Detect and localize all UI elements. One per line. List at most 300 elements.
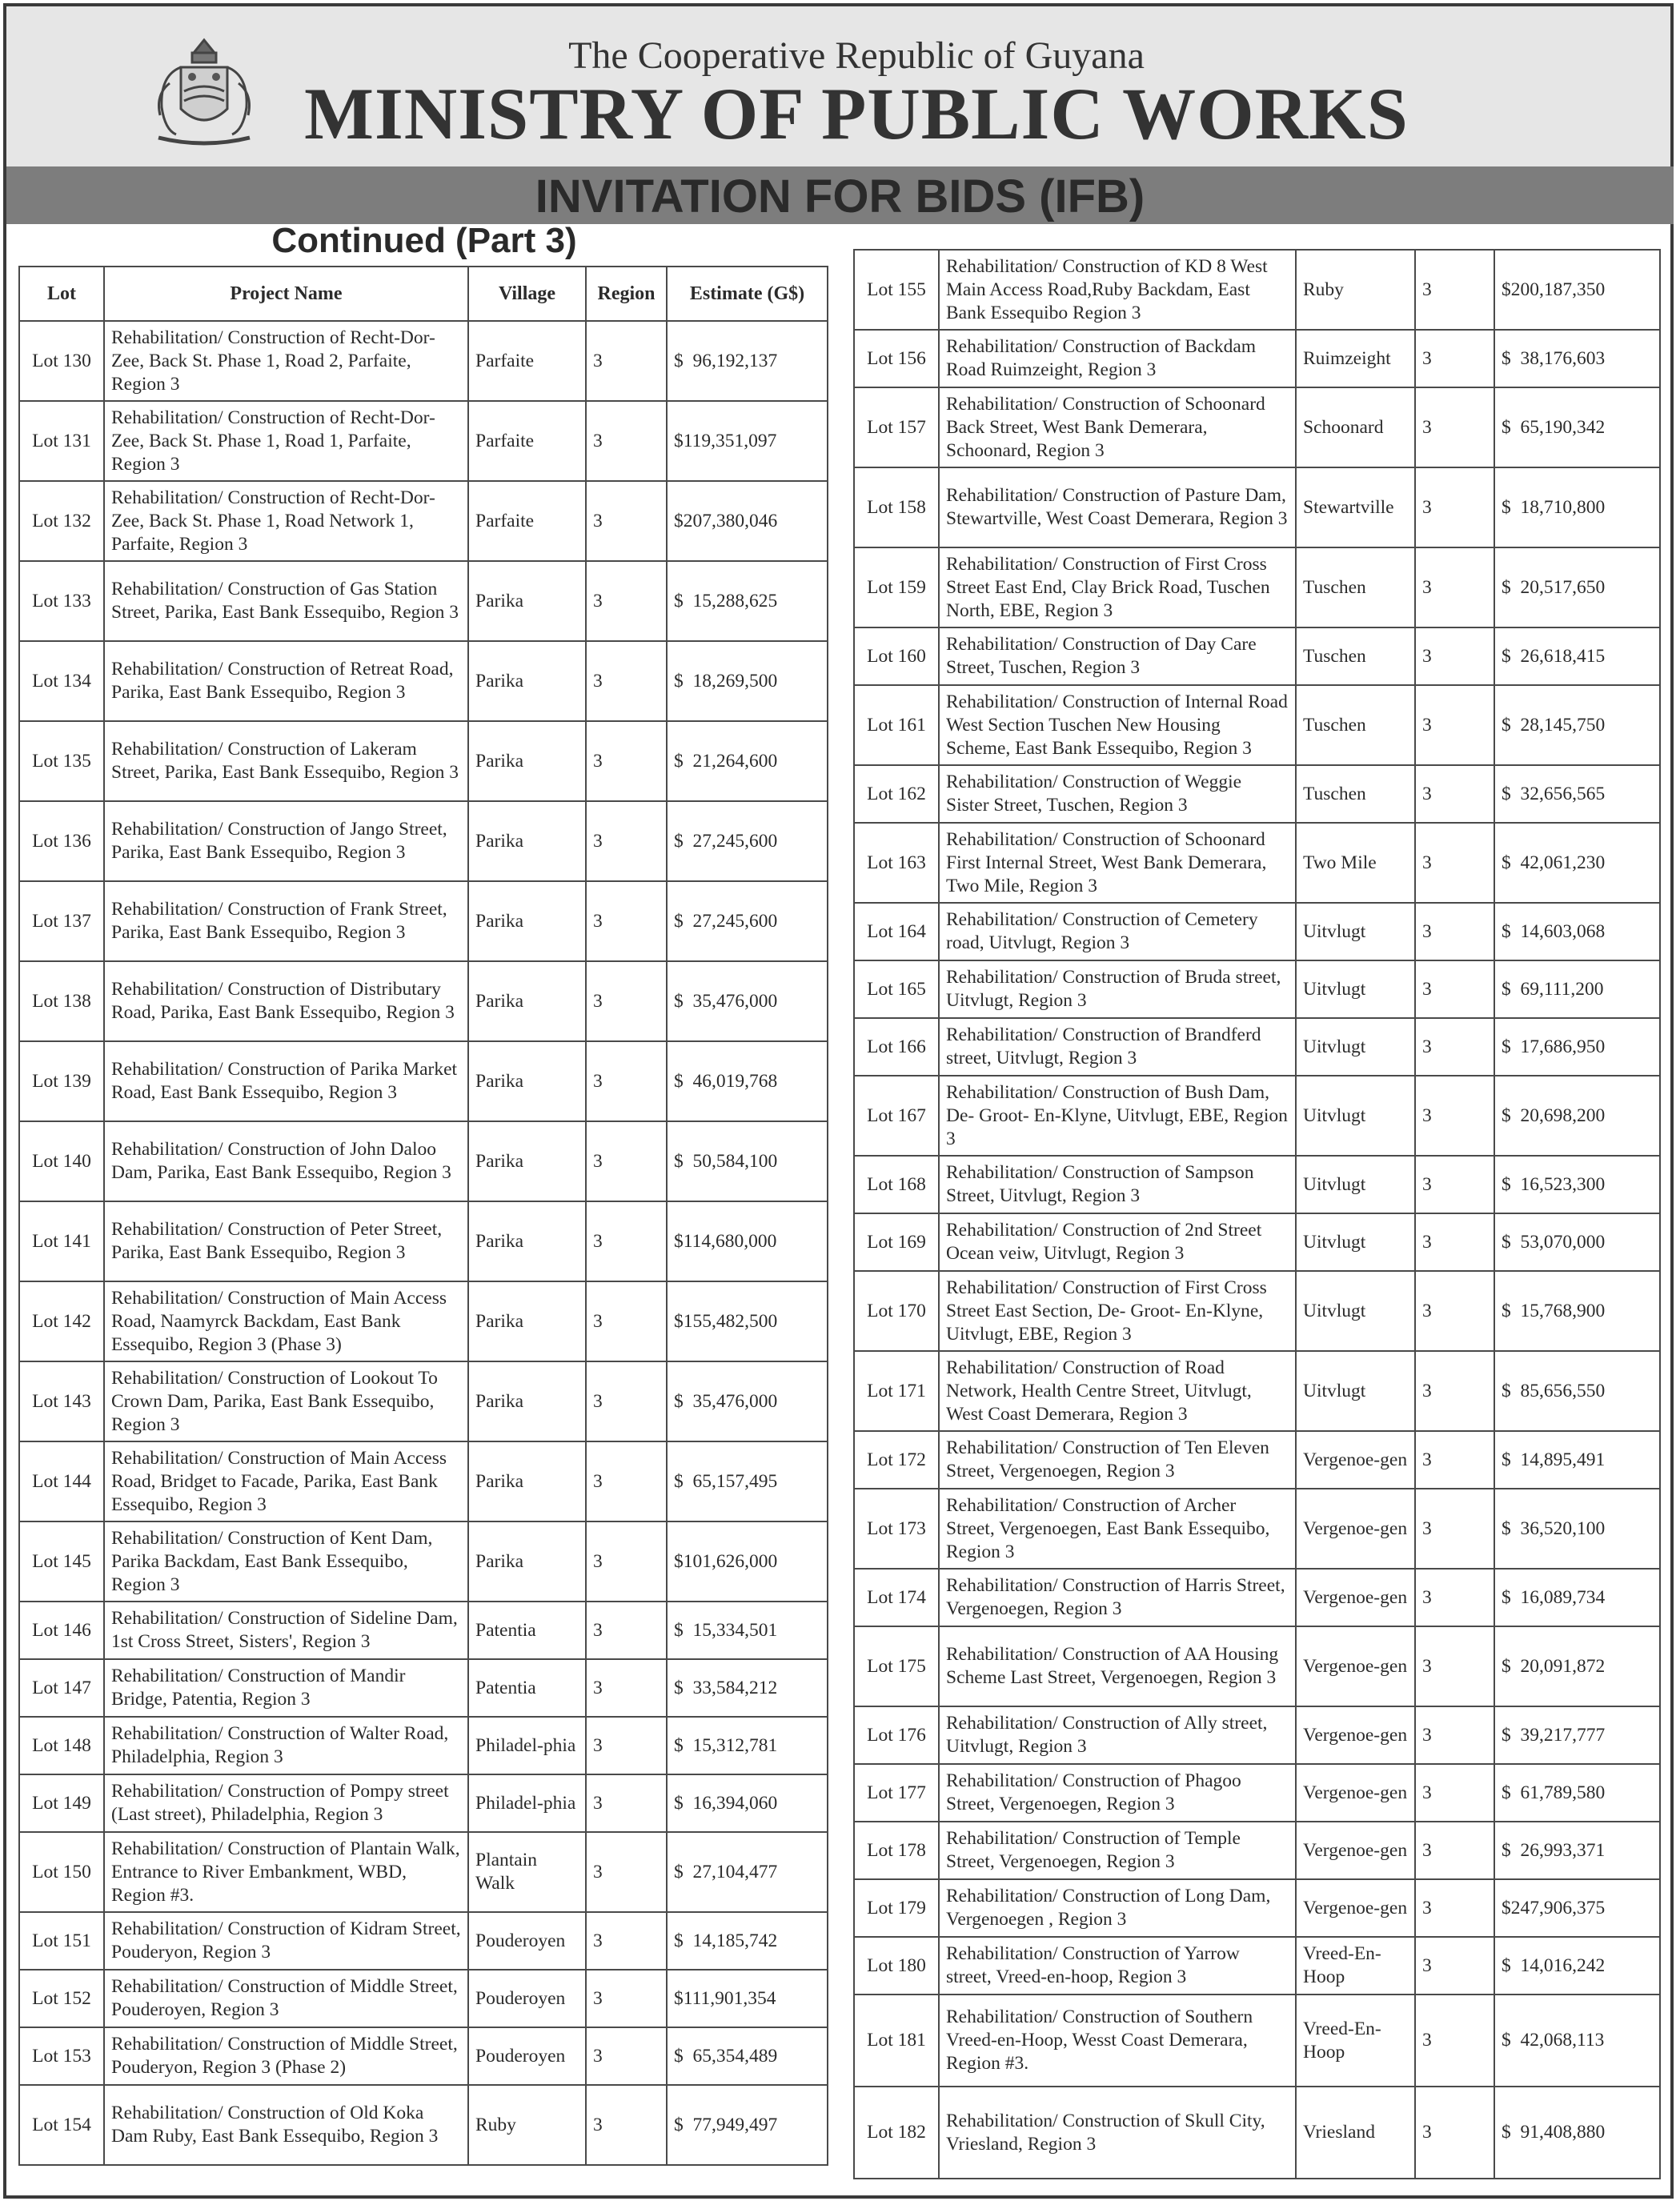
estimate-cell: $ 17,686,950 <box>1494 1018 1660 1076</box>
project-name-cell: Rehabilitation/ Construction of Day Care Street, Tuschen, Region 3 <box>939 627 1296 685</box>
col-header-village: Village <box>468 267 586 321</box>
village-cell: Parika <box>468 961 586 1041</box>
region-cell: 3 <box>586 1361 667 1441</box>
estimate-cell: $ 16,089,734 <box>1494 1569 1660 1626</box>
village-cell: Parika <box>468 1521 586 1602</box>
project-name-cell: Rehabilitation/ Construction of Skull City, Vriesland, Region 3 <box>939 2087 1296 2179</box>
table-row <box>19 641 828 721</box>
lot-cell: Lot 136 <box>19 801 104 881</box>
project-name-cell: Rehabilitation/ Construction of Kent Dam, Parika Backdam, East Bank Essequibo, Region 3 <box>104 1521 468 1602</box>
project-name-cell: Rehabilitation/ Construction of Sampson Street, Uitvlugt, Region 3 <box>939 1156 1296 1213</box>
village-cell: Philadel-phia <box>468 1717 586 1774</box>
ifb-banner <box>6 166 1674 224</box>
project-name-cell: Rehabilitation/ Construction of KD 8 West Main Access Road,Ruby Backdam, East Bank Essequibo Region 3 <box>939 250 1296 330</box>
table-row <box>854 1995 1660 2087</box>
lot-cell: Lot 174 <box>854 1569 939 1626</box>
lot-cell: Lot 139 <box>19 1041 104 1121</box>
table-row <box>854 1626 1660 1706</box>
project-name-cell: Rehabilitation/ Construction of Lakeram Street, Parika, East Bank Essequibo, Region 3 <box>104 721 468 801</box>
table-row <box>854 1822 1660 1879</box>
region-cell: 3 <box>1415 823 1494 903</box>
village-cell: Parika <box>468 721 586 801</box>
lot-cell: Lot 178 <box>854 1822 939 1879</box>
project-name-cell: Rehabilitation/ Construction of Mandir Bridge, Patentia, Region 3 <box>104 1659 468 1717</box>
village-cell: Uitvlugt <box>1296 1271 1415 1351</box>
estimate-cell: $ 16,394,060 <box>667 1774 828 1832</box>
region-cell: 3 <box>1415 960 1494 1018</box>
village-cell: Parika <box>468 1361 586 1441</box>
lot-cell: Lot 163 <box>854 823 939 903</box>
region-cell: 3 <box>586 641 667 721</box>
project-name-cell: Rehabilitation/ Construction of Kidram Street, Pouderyon, Region 3 <box>104 1912 468 1970</box>
lot-cell: Lot 142 <box>19 1281 104 1361</box>
region-cell: 3 <box>586 1441 667 1521</box>
estimate-cell: $ 53,070,000 <box>1494 1213 1660 1271</box>
estimate-cell: $ 15,312,781 <box>667 1717 828 1774</box>
project-name-cell: Rehabilitation/ Construction of Ten Eleven Street, Vergenoegen, Region 3 <box>939 1431 1296 1489</box>
estimate-cell: $ 91,408,880 <box>1494 2087 1660 2179</box>
table-row <box>19 1041 828 1121</box>
table-row <box>19 1441 828 1521</box>
region-cell: 3 <box>586 721 667 801</box>
village-cell: Two Mile <box>1296 823 1415 903</box>
country-name: The Cooperative Republic of Guyana <box>568 34 1145 77</box>
lot-cell: Lot 154 <box>19 2085 104 2165</box>
village-cell: Ruby <box>1296 250 1415 330</box>
table-row <box>854 1431 1660 1489</box>
village-cell: Vergenoe-gen <box>1296 1626 1415 1706</box>
estimate-cell: $ 18,269,500 <box>667 641 828 721</box>
estimate-cell: $ 27,245,600 <box>667 881 828 961</box>
lot-cell: Lot 166 <box>854 1018 939 1076</box>
project-name-cell: Rehabilitation/ Construction of Middle Street, Pouderyon, Region 3 (Phase 2) <box>104 2027 468 2085</box>
region-cell: 3 <box>1415 627 1494 685</box>
village-cell: Vergenoe-gen <box>1296 1569 1415 1626</box>
estimate-cell: $ 32,656,565 <box>1494 765 1660 823</box>
region-cell: 3 <box>1415 1271 1494 1351</box>
project-name-cell: Rehabilitation/ Construction of Walter Road, Philadelphia, Region 3 <box>104 1717 468 1774</box>
table-row <box>854 467 1660 547</box>
project-name-cell: Rehabilitation/ Construction of First Cross Street East End, Clay Brick Road, Tuschen North, EBE, Region 3 <box>939 547 1296 627</box>
estimate-cell: $ 15,334,501 <box>667 1602 828 1659</box>
region-cell: 3 <box>1415 467 1494 547</box>
lot-cell: Lot 167 <box>854 1076 939 1156</box>
lot-cell: Lot 140 <box>19 1121 104 1201</box>
col-header-project: Project Name <box>104 267 468 321</box>
region-cell: 3 <box>586 2027 667 2085</box>
lot-cell: Lot 157 <box>854 387 939 467</box>
project-name-cell: Rehabilitation/ Construction of Main Access Road, Naamyrck Backdam, East Bank Essequibo, Region 3 (Phase 3) <box>104 1281 468 1361</box>
estimate-cell: $101,626,000 <box>667 1521 828 1602</box>
ifb-banner-text: INVITATION FOR BIDS (IFB) <box>535 170 1145 223</box>
lot-cell: Lot 159 <box>854 547 939 627</box>
village-cell: Tuschen <box>1296 547 1415 627</box>
table-row <box>19 1717 828 1774</box>
table-row <box>19 1121 828 1201</box>
lot-cell: Lot 153 <box>19 2027 104 2085</box>
guyana-coat-of-arms-icon <box>144 35 264 152</box>
project-name-cell: Rehabilitation/ Construction of Road Network, Health Centre Street, Uitvlugt, West Coast Demerara, Region 3 <box>939 1351 1296 1431</box>
lot-cell: Lot 156 <box>854 330 939 387</box>
village-cell: Parika <box>468 881 586 961</box>
table-row <box>19 881 828 961</box>
estimate-cell: $ 14,185,742 <box>667 1912 828 1970</box>
table-row <box>19 401 828 481</box>
estimate-cell: $200,187,350 <box>1494 250 1660 330</box>
project-name-cell: Rehabilitation/ Construction of Middle Street, Pouderoyen, Region 3 <box>104 1970 468 2027</box>
estimate-cell: $ 50,584,100 <box>667 1121 828 1201</box>
region-cell: 3 <box>586 321 667 401</box>
project-name-cell: Rehabilitation/ Construction of Recht-Dor-Zee, Back St. Phase 1, Road 2, Parfaite, Region 3 <box>104 321 468 401</box>
village-cell: Parika <box>468 1281 586 1361</box>
lot-cell: Lot 137 <box>19 881 104 961</box>
village-cell: Vergenoe-gen <box>1296 1822 1415 1879</box>
project-name-cell: Rehabilitation/ Construction of Recht-Dor-Zee, Back St. Phase 1, Road 1, Parfaite, Region 3 <box>104 401 468 481</box>
region-cell: 3 <box>1415 765 1494 823</box>
lot-cell: Lot 145 <box>19 1521 104 1602</box>
project-name-cell: Rehabilitation/ Construction of Phagoo Street, Vergenoegen, Region 3 <box>939 1764 1296 1822</box>
village-cell: Vergenoe-gen <box>1296 1706 1415 1764</box>
estimate-cell: $ 46,019,768 <box>667 1041 828 1121</box>
table-row <box>19 561 828 641</box>
region-cell: 3 <box>586 1201 667 1281</box>
lot-cell: Lot 169 <box>854 1213 939 1271</box>
estimate-cell: $114,680,000 <box>667 1201 828 1281</box>
table-row <box>19 1521 828 1602</box>
estimate-cell: $ 42,068,113 <box>1494 1995 1660 2087</box>
village-cell: Parfaite <box>468 401 586 481</box>
village-cell: Uitvlugt <box>1296 1018 1415 1076</box>
table-row <box>854 627 1660 685</box>
table-row <box>19 1201 828 1281</box>
village-cell: Uitvlugt <box>1296 1156 1415 1213</box>
estimate-cell: $ 61,789,580 <box>1494 1764 1660 1822</box>
village-cell: Patentia <box>468 1659 586 1717</box>
lot-cell: Lot 144 <box>19 1441 104 1521</box>
table-row <box>19 801 828 881</box>
project-name-cell: Rehabilitation/ Construction of Main Access Road, Bridget to Facade, Parika, East Bank Essequibo, Region 3 <box>104 1441 468 1521</box>
region-cell: 3 <box>586 1121 667 1201</box>
region-cell: 3 <box>1415 250 1494 330</box>
estimate-cell: $ 33,584,212 <box>667 1659 828 1717</box>
table-row <box>854 1879 1660 1937</box>
table-row <box>19 481 828 561</box>
region-cell: 3 <box>586 401 667 481</box>
lot-cell: Lot 180 <box>854 1937 939 1995</box>
estimate-cell: $155,482,500 <box>667 1281 828 1361</box>
table-row <box>854 685 1660 765</box>
table-row <box>19 1602 828 1659</box>
project-name-cell: Rehabilitation/ Construction of Ally street, Uitvlugt, Region 3 <box>939 1706 1296 1764</box>
estimate-cell: $ 20,517,650 <box>1494 547 1660 627</box>
estimate-cell: $247,906,375 <box>1494 1879 1660 1937</box>
region-cell: 3 <box>586 481 667 561</box>
village-cell: Parfaite <box>468 481 586 561</box>
ministry-title: MINISTRY OF PUBLIC WORKS <box>304 73 1409 154</box>
project-name-cell: Rehabilitation/ Construction of Cemetery road, Uitvlugt, Region 3 <box>939 903 1296 960</box>
estimate-cell: $ 77,949,497 <box>667 2085 828 2165</box>
table-row <box>854 547 1660 627</box>
lot-cell: Lot 176 <box>854 1706 939 1764</box>
table-row <box>19 1281 828 1361</box>
estimate-cell: $ 16,523,300 <box>1494 1156 1660 1213</box>
village-cell: Philadel-phia <box>468 1774 586 1832</box>
project-name-cell: Rehabilitation/ Construction of Backdam Road Ruimzeight, Region 3 <box>939 330 1296 387</box>
village-cell: Parika <box>468 1201 586 1281</box>
region-cell: 3 <box>1415 1706 1494 1764</box>
village-cell: Vergenoe-gen <box>1296 1764 1415 1822</box>
lot-cell: Lot 134 <box>19 641 104 721</box>
lot-cell: Lot 179 <box>854 1879 939 1937</box>
region-cell: 3 <box>1415 1937 1494 1995</box>
lot-cell: Lot 181 <box>854 1995 939 2087</box>
project-name-cell: Rehabilitation/ Construction of Frank Street, Parika, East Bank Essequibo, Region 3 <box>104 881 468 961</box>
lot-cell: Lot 138 <box>19 961 104 1041</box>
estimate-cell: $ 36,520,100 <box>1494 1489 1660 1569</box>
lot-cell: Lot 149 <box>19 1774 104 1832</box>
estimate-cell: $ 21,264,600 <box>667 721 828 801</box>
village-cell: Vreed-En-Hoop <box>1296 1995 1415 2087</box>
region-cell: 3 <box>586 1717 667 1774</box>
col-header-region: Region <box>586 267 667 321</box>
region-cell: 3 <box>1415 330 1494 387</box>
project-name-cell: Rehabilitation/ Construction of Retreat Road, Parika, East Bank Essequibo, Region 3 <box>104 641 468 721</box>
village-cell: Pouderoyen <box>468 1912 586 1970</box>
table-row <box>19 2085 828 2165</box>
estimate-cell: $ 65,354,489 <box>667 2027 828 2085</box>
estimate-cell: $ 27,104,477 <box>667 1832 828 1912</box>
village-cell: Ruby <box>468 2085 586 2165</box>
region-cell: 3 <box>586 881 667 961</box>
lot-cell: Lot 150 <box>19 1832 104 1912</box>
table-row <box>19 1832 828 1912</box>
lot-cell: Lot 133 <box>19 561 104 641</box>
village-cell: Parika <box>468 1441 586 1521</box>
project-name-cell: Rehabilitation/ Construction of Jango Street, Parika, East Bank Essequibo, Region 3 <box>104 801 468 881</box>
table-row <box>854 1764 1660 1822</box>
region-cell: 3 <box>586 1521 667 1602</box>
project-name-cell: Rehabilitation/ Construction of First Cross Street East Section, De- Groot- En-Klyne, Uitvlugt, EBE, Region 3 <box>939 1271 1296 1351</box>
table-row <box>19 1912 828 1970</box>
village-cell: Parfaite <box>468 321 586 401</box>
region-cell: 3 <box>586 1281 667 1361</box>
lot-cell: Lot 168 <box>854 1156 939 1213</box>
lot-cell: Lot 151 <box>19 1912 104 1970</box>
continued-label: Continued (Part 3) <box>271 221 577 260</box>
estimate-cell: $ 38,176,603 <box>1494 330 1660 387</box>
project-name-cell: Rehabilitation/ Construction of Archer Street, Vergenoegen, East Bank Essequibo, Region 3 <box>939 1489 1296 1569</box>
lot-cell: Lot 158 <box>854 467 939 547</box>
village-cell: Uitvlugt <box>1296 903 1415 960</box>
lot-cell: Lot 147 <box>19 1659 104 1717</box>
region-cell: 3 <box>1415 547 1494 627</box>
project-name-cell: Rehabilitation/ Construction of Old Koka Dam Ruby, East Bank Essequibo, Region 3 <box>104 2085 468 2165</box>
project-name-cell: Rehabilitation/ Construction of Gas Station Street, Parika, East Bank Essequibo, Region 3 <box>104 561 468 641</box>
project-name-cell: Rehabilitation/ Construction of 2nd Street Ocean veiw, Uitvlugt, Region 3 <box>939 1213 1296 1271</box>
region-cell: 3 <box>586 561 667 641</box>
project-name-cell: Rehabilitation/ Construction of Weggie Sister Street, Tuschen, Region 3 <box>939 765 1296 823</box>
region-cell: 3 <box>1415 1879 1494 1937</box>
lot-cell: Lot 148 <box>19 1717 104 1774</box>
village-cell: Tuschen <box>1296 627 1415 685</box>
table-row <box>854 1706 1660 1764</box>
project-name-cell: Rehabilitation/ Construction of Bush Dam, De- Groot- En-Klyne, Uitvlugt, EBE, Region 3 <box>939 1076 1296 1156</box>
lot-cell: Lot 135 <box>19 721 104 801</box>
estimate-cell: $119,351,097 <box>667 401 828 481</box>
region-cell: 3 <box>1415 1213 1494 1271</box>
village-cell: Uitvlugt <box>1296 960 1415 1018</box>
village-cell: Parika <box>468 1041 586 1121</box>
table-row <box>854 387 1660 467</box>
region-cell: 3 <box>1415 1156 1494 1213</box>
bids-table-left <box>18 266 828 2166</box>
region-cell: 3 <box>586 1041 667 1121</box>
table-row <box>854 330 1660 387</box>
table-row <box>854 1351 1660 1431</box>
project-name-cell: Rehabilitation/ Construction of Yarrow street, Vreed-en-hoop, Region 3 <box>939 1937 1296 1995</box>
lot-cell: Lot 182 <box>854 2087 939 2179</box>
village-cell: Patentia <box>468 1602 586 1659</box>
village-cell: Vergenoe-gen <box>1296 1879 1415 1937</box>
table-row <box>19 1659 828 1717</box>
project-name-cell: Rehabilitation/ Construction of Pasture Dam, Stewartville, West Coast Demerara, Region 3 <box>939 467 1296 547</box>
region-cell: 3 <box>586 1970 667 2027</box>
region-cell: 3 <box>1415 1431 1494 1489</box>
estimate-cell: $ 15,768,900 <box>1494 1271 1660 1351</box>
project-name-cell: Rehabilitation/ Construction of Long Dam, Vergenoegen , Region 3 <box>939 1879 1296 1937</box>
estimate-cell: $ 39,217,777 <box>1494 1706 1660 1764</box>
region-cell: 3 <box>1415 2087 1494 2179</box>
region-cell: 3 <box>1415 1018 1494 1076</box>
village-cell: Parika <box>468 1121 586 1201</box>
region-cell: 3 <box>1415 1076 1494 1156</box>
region-cell: 3 <box>1415 1626 1494 1706</box>
lot-cell: Lot 161 <box>854 685 939 765</box>
estimate-cell: $ 35,476,000 <box>667 1361 828 1441</box>
lot-cell: Lot 173 <box>854 1489 939 1569</box>
project-name-cell: Rehabilitation/ Construction of Southern Vreed-en-Hoop, Wesst Coast Demerara, Region #3. <box>939 1995 1296 2087</box>
lot-cell: Lot 130 <box>19 321 104 401</box>
col-header-estimate: Estimate (G$) <box>667 267 828 321</box>
lot-cell: Lot 172 <box>854 1431 939 1489</box>
village-cell: Pouderoyen <box>468 1970 586 2027</box>
village-cell: Pouderoyen <box>468 2027 586 2085</box>
table-row <box>854 1213 1660 1271</box>
project-name-cell: Rehabilitation/ Construction of Plantain Walk, Entrance to River Embankment, WBD, Region #3. <box>104 1832 468 1912</box>
region-cell: 3 <box>1415 1351 1494 1431</box>
village-cell: Uitvlugt <box>1296 1213 1415 1271</box>
estimate-cell: $207,380,046 <box>667 481 828 561</box>
village-cell: Uitvlugt <box>1296 1351 1415 1431</box>
project-name-cell: Rehabilitation/ Construction of Schoonard First Internal Street, West Bank Demerara, Two Mile, Region 3 <box>939 823 1296 903</box>
table-row <box>854 960 1660 1018</box>
table-row <box>854 823 1660 903</box>
table-row <box>854 1018 1660 1076</box>
region-cell: 3 <box>586 1602 667 1659</box>
estimate-cell: $ 14,016,242 <box>1494 1937 1660 1995</box>
estimate-cell: $ 65,157,495 <box>667 1441 828 1521</box>
estimate-cell: $ 14,603,068 <box>1494 903 1660 960</box>
table-row <box>854 1569 1660 1626</box>
lot-cell: Lot 162 <box>854 765 939 823</box>
village-cell: Vergenoe-gen <box>1296 1431 1415 1489</box>
village-cell: Plantain Walk <box>468 1832 586 1912</box>
project-name-cell: Rehabilitation/ Construction of Distributary Road, Parika, East Bank Essequibo, Region 3 <box>104 961 468 1041</box>
estimate-cell: $ 96,192,137 <box>667 321 828 401</box>
project-name-cell: Rehabilitation/ Construction of Recht-Dor-Zee, Back St. Phase 1, Road Network 1, Parfaite, Region 3 <box>104 481 468 561</box>
region-cell: 3 <box>1415 1569 1494 1626</box>
project-name-cell: Rehabilitation/ Construction of Peter Street, Parika, East Bank Essequibo, Region 3 <box>104 1201 468 1281</box>
lot-cell: Lot 160 <box>854 627 939 685</box>
estimate-cell: $ 26,993,371 <box>1494 1822 1660 1879</box>
col-header-lot: Lot <box>19 267 104 321</box>
table-row <box>19 721 828 801</box>
estimate-cell: $ 20,698,200 <box>1494 1076 1660 1156</box>
estimate-cell: $ 20,091,872 <box>1494 1626 1660 1706</box>
village-cell: Vreed-En-Hoop <box>1296 1937 1415 1995</box>
table-header-row <box>19 267 828 321</box>
estimate-cell: $ 28,145,750 <box>1494 685 1660 765</box>
estimate-cell: $ 26,618,415 <box>1494 627 1660 685</box>
region-cell: 3 <box>586 2085 667 2165</box>
table-row <box>19 1774 828 1832</box>
village-cell: Schoonard <box>1296 387 1415 467</box>
estimate-cell: $ 35,476,000 <box>667 961 828 1041</box>
table-row <box>854 765 1660 823</box>
village-cell: Stewartville <box>1296 467 1415 547</box>
project-name-cell: Rehabilitation/ Construction of Sideline Dam, 1st Cross Street, Sisters', Region 3 <box>104 1602 468 1659</box>
project-name-cell: Rehabilitation/ Construction of Bruda street, Uitvlugt, Region 3 <box>939 960 1296 1018</box>
village-cell: Parika <box>468 801 586 881</box>
region-cell: 3 <box>1415 387 1494 467</box>
lot-cell: Lot 177 <box>854 1764 939 1822</box>
lot-cell: Lot 146 <box>19 1602 104 1659</box>
lot-cell: Lot 170 <box>854 1271 939 1351</box>
lot-cell: Lot 175 <box>854 1626 939 1706</box>
lot-cell: Lot 155 <box>854 250 939 330</box>
estimate-cell: $ 18,710,800 <box>1494 467 1660 547</box>
table-row <box>854 250 1660 330</box>
village-cell: Tuschen <box>1296 765 1415 823</box>
estimate-cell: $ 85,656,550 <box>1494 1351 1660 1431</box>
estimate-cell: $ 27,245,600 <box>667 801 828 881</box>
village-cell: Tuschen <box>1296 685 1415 765</box>
village-cell: Parika <box>468 641 586 721</box>
project-name-cell: Rehabilitation/ Construction of Pompy street (Last street), Philadelphia, Region 3 <box>104 1774 468 1832</box>
estimate-cell: $ 15,288,625 <box>667 561 828 641</box>
project-name-cell: Rehabilitation/ Construction of Lookout To Crown Dam, Parika, East Bank Essequibo, Region 3 <box>104 1361 468 1441</box>
table-row <box>854 1937 1660 1995</box>
region-cell: 3 <box>586 801 667 881</box>
estimate-cell: $111,901,354 <box>667 1970 828 2027</box>
estimate-cell: $ 69,111,200 <box>1494 960 1660 1018</box>
bids-table-right <box>853 249 1661 2179</box>
table-row <box>19 1970 828 2027</box>
lot-cell: Lot 132 <box>19 481 104 561</box>
lot-cell: Lot 164 <box>854 903 939 960</box>
table-row <box>19 961 828 1041</box>
project-name-cell: Rehabilitation/ Construction of Parika Market Road, East Bank Essequibo, Region 3 <box>104 1041 468 1121</box>
lot-cell: Lot 131 <box>19 401 104 481</box>
project-name-cell: Rehabilitation/ Construction of Internal Road West Section Tuschen New Housing Scheme, East Bank Essequibo, Region 3 <box>939 685 1296 765</box>
project-name-cell: Rehabilitation/ Construction of AA Housing Scheme Last Street, Vergenoegen, Region 3 <box>939 1626 1296 1706</box>
region-cell: 3 <box>1415 1822 1494 1879</box>
estimate-cell: $ 65,190,342 <box>1494 387 1660 467</box>
lot-cell: Lot 143 <box>19 1361 104 1441</box>
table-row <box>19 2027 828 2085</box>
estimate-cell: $ 14,895,491 <box>1494 1431 1660 1489</box>
project-name-cell: Rehabilitation/ Construction of Brandferd street, Uitvlugt, Region 3 <box>939 1018 1296 1076</box>
